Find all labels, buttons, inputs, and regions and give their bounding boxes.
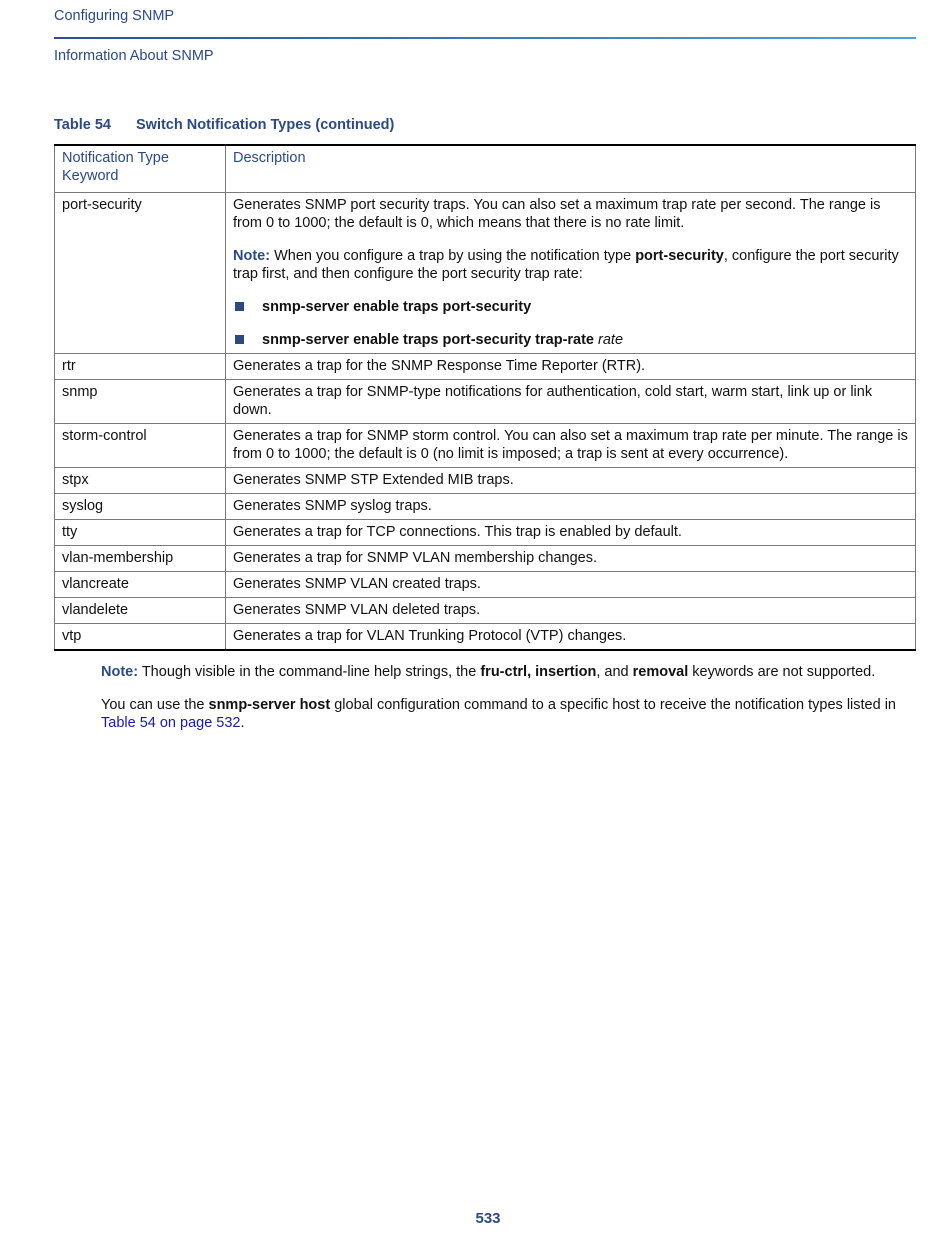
table-row	[55, 572, 916, 598]
table-row	[55, 598, 916, 624]
description-cell: Generates a trap for TCP connections. This trap is enabled by default.	[226, 520, 916, 546]
keyword-cell: storm-control	[55, 424, 226, 468]
keyword-cell: vlancreate	[55, 572, 226, 598]
col-header-keyword: Notification Type Keyword	[55, 145, 226, 193]
note-keyword: port-security	[635, 248, 724, 264]
note-text: keywords are not supported.	[688, 664, 876, 680]
table-row	[55, 354, 916, 380]
description-cell: Generates SNMP STP Extended MIB traps.	[226, 468, 916, 494]
table-row	[55, 520, 916, 546]
page-number: 533	[475, 1210, 501, 1227]
table-row	[55, 624, 916, 651]
keyword-cell: vtp	[55, 624, 226, 651]
table-row	[55, 193, 916, 354]
body-paragraph	[101, 696, 919, 732]
table-number: Table 54	[54, 117, 111, 133]
table-title: Switch Notification Types (continued)	[136, 117, 395, 133]
keyword-cell: rtr	[55, 354, 226, 380]
table-row	[55, 424, 916, 468]
command-name: snmp-server host	[208, 697, 331, 713]
command-argument: rate	[598, 332, 624, 348]
bullet-square-icon	[235, 302, 244, 311]
keyword-cell: syslog	[55, 494, 226, 520]
description-cell	[226, 193, 916, 354]
col-header-description: Description	[226, 145, 916, 193]
command-text: snmp-server enable traps port-security trap-rate	[262, 332, 594, 348]
command-list	[233, 298, 908, 349]
note-keyword: removal	[632, 664, 689, 680]
paragraph-text: You can use the	[101, 697, 209, 713]
paragraph-text: global configuration command to a specific host to receive the notification types listed in	[330, 697, 896, 713]
note-text: Though visible in the command-line help strings, the	[138, 664, 481, 680]
description-cell: Generates a trap for VLAN Trunking Protocol (VTP) changes.	[226, 624, 916, 651]
keyword-cell: vlan-membership	[55, 546, 226, 572]
bullet-square-icon	[235, 335, 244, 344]
table-row	[55, 546, 916, 572]
note-label: Note:	[101, 664, 139, 680]
keyword-cell: stpx	[55, 468, 226, 494]
table-row	[55, 494, 916, 520]
description-cell: Generates SNMP VLAN deleted traps.	[226, 598, 916, 624]
section-title: Information About SNMP	[54, 48, 214, 64]
description-cell: Generates a trap for the SNMP Response Time Reporter (RTR).	[226, 354, 916, 380]
table-reference-link[interactable]: Table 54 on page 532	[101, 715, 241, 731]
keyword-cell: port-security	[55, 193, 226, 354]
table-header-row	[55, 145, 916, 193]
unsupported-keywords-note	[101, 663, 919, 681]
note-text: , and	[596, 664, 633, 680]
description-cell: Generates a trap for SNMP-type notifications for authentication, cold start, warm start, link up or link down.	[226, 380, 916, 424]
table-row	[55, 468, 916, 494]
note-text: When you configure a trap by using the notification type	[270, 248, 636, 264]
description-cell: Generates SNMP VLAN created traps.	[226, 572, 916, 598]
note-keyword: fru-ctrl, insertion	[480, 664, 597, 680]
note-text: , configure the port security trap first, and then configure the port security trap rate:	[233, 248, 899, 282]
table-row	[55, 380, 916, 424]
chapter-title: Configuring SNMP	[54, 8, 175, 24]
inline-note	[233, 247, 908, 283]
paragraph-text: .	[240, 715, 245, 731]
list-item	[233, 331, 908, 349]
list-item	[233, 298, 908, 316]
description-cell: Generates SNMP syslog traps.	[226, 494, 916, 520]
table-caption	[54, 117, 394, 133]
header-rule	[54, 37, 916, 39]
keyword-cell: vlandelete	[55, 598, 226, 624]
note-label: Note:	[233, 248, 271, 264]
keyword-cell: snmp	[55, 380, 226, 424]
description-cell: Generates a trap for SNMP VLAN membership changes.	[226, 546, 916, 572]
description-text: Generates SNMP port security traps. You can also set a maximum trap rate per second. The range is from 0 to 1000; the default is 0, which means that there is no rate limit.	[233, 197, 881, 231]
keyword-cell: tty	[55, 520, 226, 546]
notification-types-table	[54, 144, 916, 651]
command-text: snmp-server enable traps port-security	[262, 299, 532, 315]
description-cell: Generates a trap for SNMP storm control. You can also set a maximum trap rate per minute. The range is from 0 to 1000; the default is 0 (no limit is imposed; a trap is sent at every occurrence).	[226, 424, 916, 468]
